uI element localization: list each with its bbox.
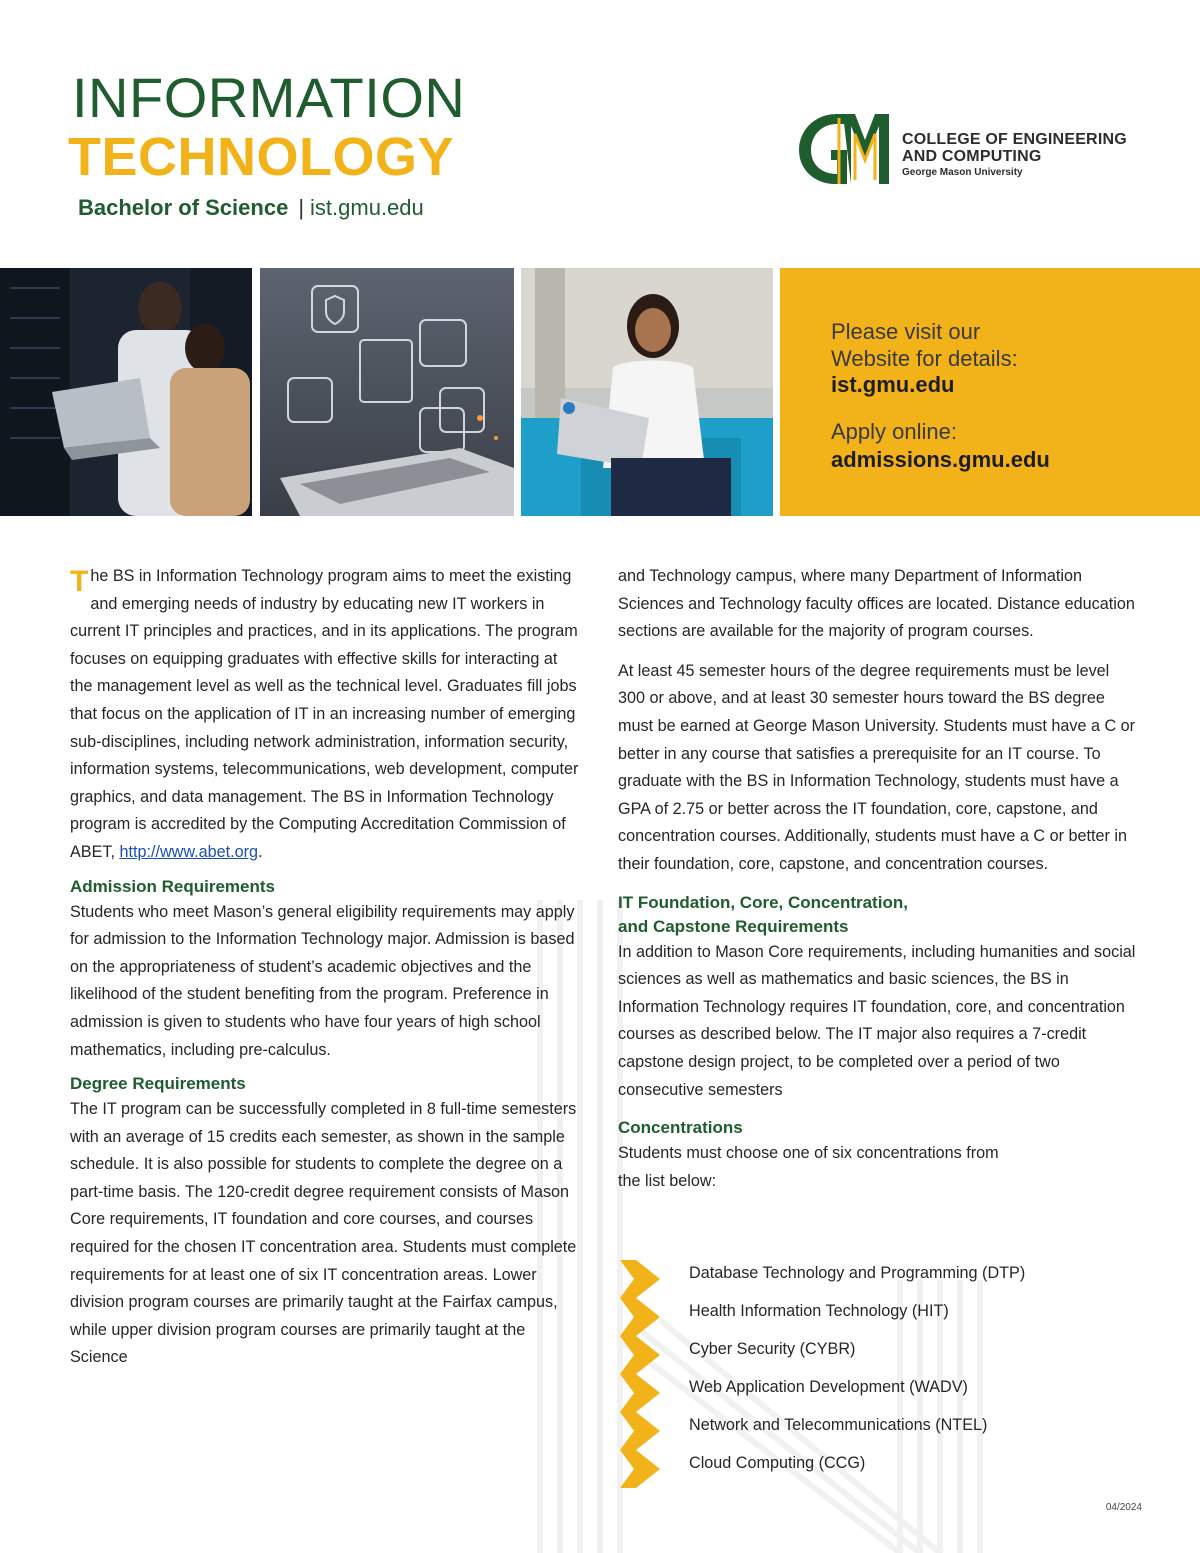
- chevron-arrow-icon: [620, 1298, 660, 1336]
- apply-url-link[interactable]: admissions.gmu.edu: [831, 447, 1050, 472]
- title-technology: TECHNOLOGY: [68, 127, 455, 187]
- list-item: [620, 1334, 1140, 1372]
- college-name-line2: AND COMPUTING: [902, 147, 1042, 165]
- chevron-arrow-icon: [620, 1260, 660, 1298]
- abet-link[interactable]: http://www.abet.org: [119, 842, 259, 861]
- date-code: 04/2024: [1105, 1502, 1142, 1513]
- list-item: [620, 1372, 1140, 1410]
- photo-laptop-icons: [260, 268, 514, 516]
- right-column: [618, 563, 1138, 1195]
- concentration-label: Network and Telecommunications (NTEL): [689, 1416, 988, 1434]
- concentration-label: Health Information Technology (HIT): [689, 1302, 949, 1320]
- admission-heading: Admission Requirements: [70, 876, 275, 896]
- college-name-line1: COLLEGE OF ENGINEERING: [902, 131, 1127, 148]
- concentrations-intro-line1: Students must choose one of six concentrations from: [618, 1144, 999, 1163]
- concentrations-heading: Concentrations: [618, 1118, 743, 1138]
- list-item: [620, 1410, 1140, 1448]
- dropcap: T: [70, 565, 89, 598]
- concentration-label: Cyber Security (CYBR): [689, 1340, 856, 1358]
- concentrations-intro-line2: the list below:: [618, 1171, 717, 1190]
- photo-student-laptop: [521, 268, 773, 516]
- chevron-arrow-icon: [620, 1336, 660, 1374]
- concentration-label: Database Technology and Programming (DTP): [689, 1264, 1026, 1282]
- university-name: George Mason University: [902, 166, 1023, 178]
- visit-url-link[interactable]: ist.gmu.edu: [831, 372, 955, 397]
- list-item: [620, 1448, 1140, 1486]
- degree-body: The IT program can be successfully completed in 8 full-time semesters with an average of 15 credits each semester, as shown in the sample schedule. It is also possible for students to complete the degree on a part-time basis. The 120-credit degree requirement consists of Mason Core requirements, IT foundation and core courses, and courses required for the chosen IT concentration area. Students must complete requirements for at least one of six IT concentration areas. Lower division program courses are primarily taught at the Fairfax campus, while upper division program courses are primarily taught at the Science: [70, 1100, 577, 1367]
- apply-text: Apply online:: [831, 419, 957, 444]
- intro-end: .: [258, 842, 263, 861]
- college-logo-text: [902, 132, 1127, 178]
- visit-text-line1: Please visit our: [831, 319, 981, 344]
- chevron-arrow-icon: [620, 1374, 660, 1412]
- list-item: [620, 1258, 1140, 1296]
- title-information: INFORMATION: [72, 66, 466, 129]
- foundation-heading-line2: and Capstone Requirements: [618, 916, 849, 936]
- concentrations-list: [620, 1258, 1140, 1486]
- info-box: [780, 268, 1200, 516]
- header-website-link[interactable]: ist.gmu.edu: [310, 195, 424, 220]
- degree-body-continued: and Technology campus, where many Department of Information Sciences and Technology faculty offices are located. Distance education sections are available for the majority of program courses.: [618, 567, 1135, 641]
- admission-body: Students who meet Mason’s general eligibility requirements may apply for admission to the Information Technology major. Admission is based on the appropriateness of student’s academic objectives and the likelihood of the student benefiting from the program. Preference in admission is given to students who have four years of high school mathematics, including pre-calculus.: [70, 902, 575, 1059]
- degree-subline: [78, 195, 424, 221]
- foundation-heading-line1: IT Foundation, Core, Concentration,: [618, 892, 908, 912]
- visit-text: [831, 318, 1018, 372]
- separator: |: [298, 195, 305, 220]
- concentrations-intro: [618, 1140, 1138, 1195]
- hours-paragraph: At least 45 semester hours of the degree requirements must be level 300 or above, and at least 30 semester hours toward the BS degree must be earned at George Mason University. Students must have a C or better in any course that satisfies a prerequisite for an IT course. To graduate with the BS in Information Technology, students must have a GPA of 2.75 or better across the IT foundation, core, capstone, and concentration courses. Additionally, students must have a C or better in their foundation, core, capstone, and concentration courses.: [618, 661, 1136, 873]
- concentration-label: Web Application Development (WADV): [689, 1378, 968, 1396]
- degree-heading: Degree Requirements: [70, 1074, 246, 1094]
- left-column: [70, 563, 582, 1372]
- photo-server-room: [0, 268, 252, 516]
- intro-text: he BS in Information Technology program aims to meet the existing and emerging needs of industry by educating new IT workers in current IT principles and practices, and in its applications. The program focuses on equipping graduates with effective skills for interacting at the management level as well as the technical level. Graduates fill jobs that focus on the application of IT in an increasing number of emerging sub-disciplines, including network administration, information security, information systems, telecommunications, web development, computer graphics, and data management. The BS in Information Technology program is accredited by the Computing Accreditation Commission of ABET,: [70, 567, 579, 861]
- degree-name: Bachelor of Science: [78, 195, 289, 220]
- visit-text-line2: Website for details:: [831, 346, 1018, 371]
- foundation-heading: [618, 891, 1138, 939]
- concentration-label: Cloud Computing (CCG): [689, 1454, 866, 1472]
- chevron-arrow-icon: [620, 1450, 660, 1488]
- list-item: [620, 1296, 1140, 1334]
- chevron-arrow-icon: [620, 1412, 660, 1450]
- intro-paragraph: [70, 563, 582, 867]
- foundation-body: In addition to Mason Core requirements, including humanities and social sciences as well as mathematics and basic sciences, the BS in Information Technology requires IT foundation, core, and concentration courses as described below. The IT major also requires a 7-credit capstone design project, to be completed over a period of two consecutive semesters: [618, 942, 1136, 1099]
